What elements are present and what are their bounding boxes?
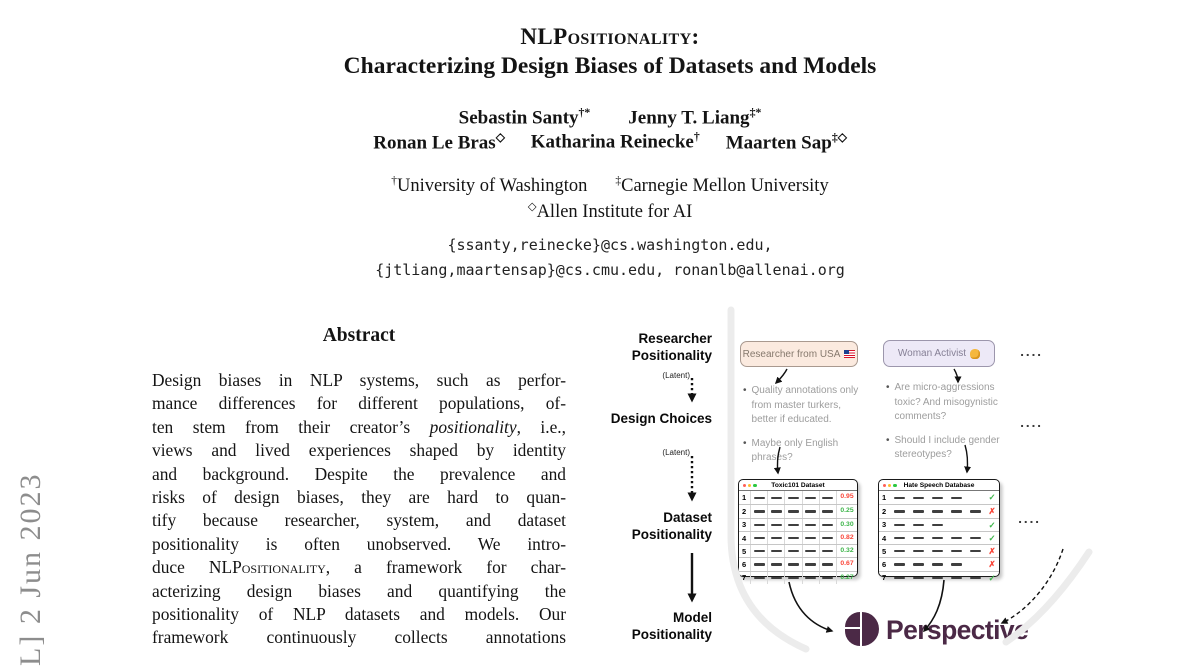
abstract-line: tify because researcher, system, and dataset xyxy=(152,509,566,532)
bullet-item: • Should I include gender stereotypes? xyxy=(886,434,1010,463)
persona-label: Researcher from USA xyxy=(743,349,841,360)
abstract-text xyxy=(152,369,566,650)
bullet-item: • Quality annotations only from master turkers, better if educated. xyxy=(743,384,869,428)
score-value: 0.27 xyxy=(836,572,857,584)
abstract-line: Design biases in NLP systems, such as perfor- xyxy=(152,369,566,392)
latent-label-2: (Latent) xyxy=(598,448,690,457)
status-mark: ✗ xyxy=(985,558,999,570)
status-mark: ✓ xyxy=(985,572,999,584)
table-row: 4 0.82 xyxy=(739,531,857,544)
status-mark: ✓ xyxy=(985,519,999,531)
status-mark: ✗ xyxy=(985,505,999,517)
table-row: 6 ✗ xyxy=(879,557,999,570)
author-sup: ‡◇ xyxy=(832,131,847,144)
raised-fist-icon xyxy=(970,349,980,359)
abstract-line: mance differences for different populations, of- xyxy=(152,392,566,415)
table-row: 7 0.27 xyxy=(739,571,857,584)
window-title: Toxic101 Dataset xyxy=(771,482,824,489)
affiliation: †University of Washington xyxy=(391,175,587,197)
author-name: Ronan Le Bras◇ xyxy=(373,130,505,154)
window-title: Hate Speech Database xyxy=(904,482,975,489)
abstract-heading: Abstract xyxy=(152,325,566,347)
dataset-table xyxy=(739,491,857,584)
bullet-list-right xyxy=(886,381,1010,472)
abstract-line: framework continuously collects annotations xyxy=(152,626,566,649)
usa-flag-icon xyxy=(844,350,855,358)
score-value: 0.82 xyxy=(836,532,857,544)
author-name: Maarten Sap‡◇ xyxy=(726,130,847,154)
author-row-1 xyxy=(260,106,960,129)
table-row: 6 0.67 xyxy=(739,557,857,570)
persona-label: Woman Activist xyxy=(898,348,966,359)
arxiv-banner: L] 2 Jun 2023 xyxy=(14,473,48,666)
traffic-light-icons xyxy=(883,484,897,487)
persona-researcher-usa xyxy=(740,341,858,367)
author-sup: ‡* xyxy=(750,106,762,119)
status-mark: ✓ xyxy=(985,491,999,504)
flow-label-dataset-positionality: Dataset Positionality xyxy=(598,510,712,543)
affiliation-row-2 xyxy=(260,199,960,223)
table-row: 1 ✓ xyxy=(879,491,999,504)
affiliation: ◇Allen Institute for AI xyxy=(528,199,693,223)
dashed-arrow-to-logo xyxy=(1002,549,1063,623)
flow-label-researcher-positionality: Researcher Positionality xyxy=(598,331,712,364)
table-row: 2 ✗ xyxy=(879,504,999,517)
author-sup: †* xyxy=(579,106,591,119)
arrow-window1-to-logo xyxy=(789,582,832,631)
author-sup: † xyxy=(694,130,700,143)
abstract-line: positionality is often unobserved. We intro- xyxy=(152,533,566,556)
status-mark: ✓ xyxy=(985,532,999,544)
latent-label-1: (Latent) xyxy=(598,371,690,380)
paper-title-line1: NLPositionality: xyxy=(310,24,910,50)
affiliation-row-1 xyxy=(260,175,960,197)
dataset-table xyxy=(879,491,999,584)
abstract-line: acterizing design biases and quantifying the xyxy=(152,580,566,603)
table-row: 5 ✗ xyxy=(879,544,999,557)
abstract-line: risks of design biases, they are hard to quan- xyxy=(152,486,566,509)
table-row: 2 0.25 xyxy=(739,504,857,517)
table-row: 1 0.95 xyxy=(739,491,857,504)
affiliation: ‡Carnegie Mellon University xyxy=(615,175,828,197)
author-name: Jenny T. Liang‡* xyxy=(628,106,761,129)
persona-woman-activist xyxy=(883,340,995,367)
score-value: 0.30 xyxy=(836,519,857,531)
window-title-bar xyxy=(739,480,857,491)
abstract-line: views and lived experiences shaped by identity xyxy=(152,439,566,462)
score-value: 0.32 xyxy=(836,545,857,557)
email-line-2: {jtliang,maartensap}@cs.cmu.edu, ronanlb@allenai.org xyxy=(260,261,960,279)
bullet-item: • Maybe only English phrases? xyxy=(743,437,869,466)
score-value: 0.67 xyxy=(836,558,857,570)
score-value: 0.95 xyxy=(836,491,857,504)
bullet-list-left xyxy=(743,384,869,475)
table-row: 3 ✓ xyxy=(879,518,999,531)
author-name: Sebastin Santy†* xyxy=(459,106,591,129)
author-sup: ◇ xyxy=(496,131,505,144)
paper-title-line2: Characterizing Design Biases of Datasets and Models xyxy=(310,53,910,80)
abstract-line: duce NLPositionality, a framework for char- xyxy=(152,556,566,579)
table-row: 4 ✓ xyxy=(879,531,999,544)
perspective-logo-icon xyxy=(845,612,879,646)
ellipsis-dots: .... xyxy=(1018,513,1041,526)
ellipsis-dots: .... xyxy=(1020,417,1043,430)
ellipsis-dots: .... xyxy=(1020,346,1043,359)
traffic-light-icons xyxy=(743,484,757,487)
table-row: 7 ✓ xyxy=(879,571,999,584)
table-row: 5 0.32 xyxy=(739,544,857,557)
author-row-2 xyxy=(260,130,960,154)
email-line-1: {ssanty,reinecke}@cs.washington.edu, xyxy=(260,236,960,254)
arrow-persona1-to-bullets xyxy=(776,369,787,383)
score-value: 0.25 xyxy=(836,505,857,517)
abstract-line: positionality of NLP datasets and models. Our xyxy=(152,603,566,626)
bullet-item: • Are micro-aggressions toxic? And misogynistic comments? xyxy=(886,381,1010,425)
table-row: 3 0.30 xyxy=(739,518,857,531)
abstract-line: and background. Despite the prevalence and xyxy=(152,463,566,486)
dataset-window xyxy=(878,479,1000,577)
flow-label-design-choices: Design Choices xyxy=(598,411,712,428)
dataset-window xyxy=(738,479,858,577)
status-mark: ✗ xyxy=(985,545,999,557)
window-title-bar xyxy=(879,480,999,491)
perspective-logo-text: Perspective xyxy=(886,615,1028,646)
abstract-line: ten stem from their creator’s positionality, i.e., xyxy=(152,416,566,439)
flow-label-model-positionality: Model Positionality xyxy=(598,610,712,643)
author-name: Katharina Reinecke† xyxy=(531,130,700,154)
